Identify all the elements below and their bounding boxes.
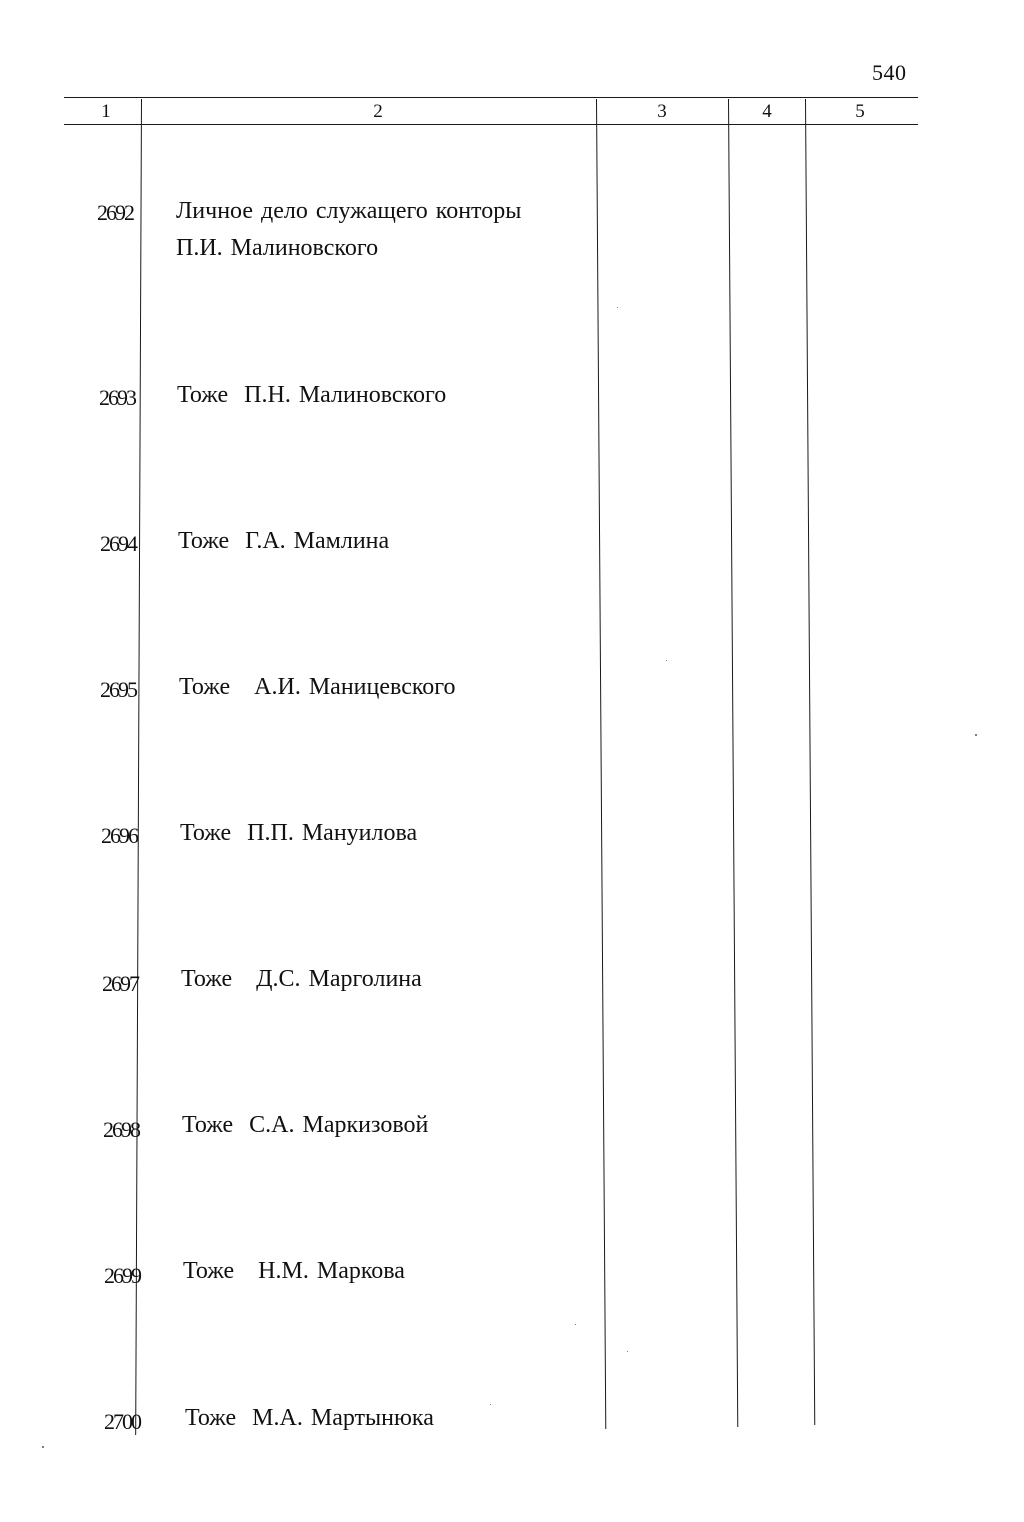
- row-number: 2697: [102, 971, 138, 996]
- row-description: Тоже П.Н. Малиновского: [177, 382, 447, 408]
- row-number: 2699: [104, 1263, 140, 1288]
- header-top-rule: [64, 97, 918, 98]
- column-header-3: 3: [657, 101, 667, 122]
- row-number: 2693: [99, 385, 135, 410]
- scan-speck: [627, 1351, 628, 1352]
- row-description: Тоже Н.М. Маркова: [183, 1258, 405, 1284]
- column-divider-3: [728, 99, 738, 1427]
- column-divider-2: [596, 99, 606, 1429]
- scan-speck: [575, 1324, 576, 1325]
- column-divider-1: [135, 99, 142, 1435]
- row-number: 2695: [100, 677, 136, 702]
- row-description: Тоже С.А. Маркизовой: [182, 1112, 429, 1138]
- scan-speck: [975, 734, 977, 736]
- scan-speck: [42, 1446, 44, 1448]
- column-header-5: 5: [855, 101, 865, 122]
- column-header-1: 1: [101, 101, 111, 122]
- header-bottom-rule: [64, 124, 918, 125]
- row-description: Тоже П.П. Мануилова: [180, 820, 418, 846]
- column-divider-4: [805, 99, 815, 1425]
- page-number: 540: [872, 60, 907, 85]
- scan-speck: [490, 1404, 491, 1405]
- row-number: 2694: [100, 531, 136, 556]
- row-description: Тоже Д.С. Марголина: [181, 966, 422, 992]
- column-header-2: 2: [373, 101, 383, 122]
- row-number: 2696: [101, 823, 137, 848]
- row-description: Личное дело служащего конторы П.И. Малиновского: [176, 198, 522, 261]
- row-description: Тоже М.А. Мартынюка: [185, 1405, 434, 1431]
- row-number: 2692: [97, 200, 133, 225]
- row-number: 2700: [104, 1409, 140, 1434]
- row-number: 2698: [103, 1117, 139, 1142]
- scan-speck: [617, 307, 618, 308]
- row-description: Тоже А.И. Маницевского: [179, 674, 456, 700]
- scan-speck: [666, 660, 667, 661]
- row-description: Тоже Г.А. Мамлина: [178, 528, 390, 554]
- column-header-4: 4: [762, 101, 772, 122]
